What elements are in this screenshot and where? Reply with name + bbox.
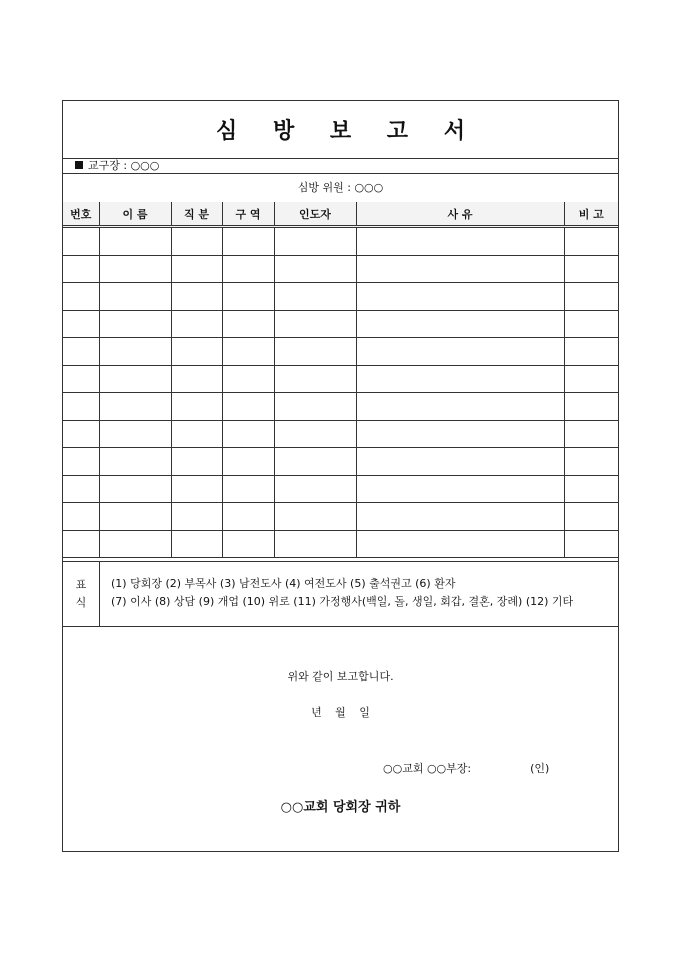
table-cell[interactable] xyxy=(356,227,564,256)
table-cell[interactable] xyxy=(222,338,274,366)
table-cell[interactable] xyxy=(63,365,99,393)
legend-line-1: (1) 당회장 (2) 부목사 (3) 남전도사 (4) 여전도사 (5) 출석권고 (6) 환자 xyxy=(111,577,456,590)
table-cell[interactable] xyxy=(222,530,274,558)
table-cell[interactable] xyxy=(222,227,274,256)
table-cell[interactable] xyxy=(356,338,564,366)
table-cell[interactable] xyxy=(222,475,274,503)
visitor-label: 심방 위원 : ○○○ xyxy=(297,181,384,194)
header-reason: 사 유 xyxy=(356,202,564,227)
table-row xyxy=(63,448,618,476)
report-text: 위와 같이 보고합니다. xyxy=(287,670,394,683)
table-cell[interactable] xyxy=(171,227,222,256)
table-cell[interactable] xyxy=(63,393,99,421)
table-cell[interactable] xyxy=(274,310,356,338)
legend-label-top: 표 xyxy=(75,577,87,591)
table-cell[interactable] xyxy=(63,448,99,476)
table-cell[interactable] xyxy=(63,475,99,503)
church-dept-label: ○○교회 ○○부장: xyxy=(383,762,472,775)
table-cell[interactable] xyxy=(274,283,356,311)
table-cell[interactable] xyxy=(63,503,99,531)
table-cell[interactable] xyxy=(99,530,171,558)
table-header-row xyxy=(63,202,618,227)
table-cell[interactable] xyxy=(222,310,274,338)
table-cell[interactable] xyxy=(356,283,564,311)
legend-label xyxy=(63,561,100,626)
table-cell[interactable] xyxy=(171,503,222,531)
table-cell[interactable] xyxy=(356,365,564,393)
table-cell[interactable] xyxy=(356,393,564,421)
table-cell[interactable] xyxy=(99,255,171,283)
table-cell[interactable] xyxy=(171,255,222,283)
table-cell[interactable] xyxy=(99,338,171,366)
table-cell[interactable] xyxy=(99,503,171,531)
table-cell[interactable] xyxy=(222,503,274,531)
table-cell[interactable] xyxy=(171,420,222,448)
table-cell[interactable] xyxy=(274,475,356,503)
table-cell[interactable] xyxy=(171,283,222,311)
table-cell[interactable] xyxy=(274,420,356,448)
table-row xyxy=(63,420,618,448)
table-cell[interactable] xyxy=(99,448,171,476)
table-cell[interactable] xyxy=(171,475,222,503)
leader-line xyxy=(63,158,618,173)
legend-line-2: (7) 이사 (8) 상담 (9) 개업 (10) 위로 (11) 가정행사(백일, 돌, 생일, 회갑, 결혼, 장례) (12) 기타 xyxy=(111,595,574,608)
table-cell[interactable] xyxy=(564,227,618,256)
table-cell[interactable] xyxy=(63,283,99,311)
table-cell[interactable] xyxy=(274,393,356,421)
table-cell[interactable] xyxy=(63,530,99,558)
table-row xyxy=(63,503,618,531)
table-cell[interactable] xyxy=(99,283,171,311)
table-cell[interactable] xyxy=(564,283,618,311)
table-cell[interactable] xyxy=(356,448,564,476)
table-cell[interactable] xyxy=(274,448,356,476)
table-cell[interactable] xyxy=(171,310,222,338)
table-row xyxy=(63,255,618,283)
table-cell[interactable] xyxy=(171,448,222,476)
legend-section xyxy=(63,561,618,626)
table-cell[interactable] xyxy=(274,255,356,283)
table-cell[interactable] xyxy=(274,365,356,393)
header-number: 번호 xyxy=(63,202,99,227)
table-cell[interactable] xyxy=(356,503,564,531)
table-cell[interactable] xyxy=(222,255,274,283)
table-cell[interactable] xyxy=(63,420,99,448)
visit-table xyxy=(63,202,618,558)
table-cell[interactable] xyxy=(63,310,99,338)
legend-text xyxy=(111,575,573,611)
table-cell[interactable] xyxy=(171,530,222,558)
table-row xyxy=(63,475,618,503)
table-cell[interactable] xyxy=(99,475,171,503)
header-leader: 인도자 xyxy=(274,202,356,227)
table-cell[interactable] xyxy=(274,227,356,256)
table-cell[interactable] xyxy=(564,420,618,448)
table-cell[interactable] xyxy=(171,393,222,421)
table-cell[interactable] xyxy=(171,338,222,366)
addressee: ○○교회 당회장 귀하 xyxy=(280,800,401,815)
footer-section xyxy=(63,626,618,851)
table-cell[interactable] xyxy=(356,420,564,448)
table-cell[interactable] xyxy=(274,338,356,366)
table-cell[interactable] xyxy=(171,365,222,393)
table-cell[interactable] xyxy=(356,530,564,558)
table-cell[interactable] xyxy=(564,475,618,503)
header-district: 구 역 xyxy=(222,202,274,227)
table-row xyxy=(63,365,618,393)
date-line: 년 월 일 xyxy=(311,706,370,719)
table-cell[interactable] xyxy=(564,338,618,366)
legend-label-bottom: 식 xyxy=(75,595,87,609)
table-cell[interactable] xyxy=(222,448,274,476)
table-row xyxy=(63,310,618,338)
table-cell[interactable] xyxy=(99,393,171,421)
table-cell[interactable] xyxy=(564,393,618,421)
visit-report-form xyxy=(62,100,619,852)
table-row xyxy=(63,338,618,366)
table-cell[interactable] xyxy=(222,365,274,393)
table-row xyxy=(63,530,618,558)
square-bullet-icon xyxy=(75,161,83,169)
table-cell[interactable] xyxy=(274,503,356,531)
table-cell[interactable] xyxy=(564,365,618,393)
table-cell[interactable] xyxy=(564,530,618,558)
table-cell[interactable] xyxy=(99,365,171,393)
table-cell[interactable] xyxy=(564,255,618,283)
table-cell[interactable] xyxy=(356,255,564,283)
header-name: 이 름 xyxy=(99,202,171,227)
table-cell[interactable] xyxy=(63,338,99,366)
table-cell[interactable] xyxy=(222,393,274,421)
signature-line xyxy=(383,760,549,776)
table-cell[interactable] xyxy=(222,283,274,311)
table-cell[interactable] xyxy=(99,310,171,338)
table-cell[interactable] xyxy=(99,420,171,448)
table-row xyxy=(63,227,618,256)
table-cell[interactable] xyxy=(99,227,171,256)
table-cell[interactable] xyxy=(274,530,356,558)
header-remarks: 비 고 xyxy=(564,202,618,227)
table-row xyxy=(63,393,618,421)
seal-label: (인) xyxy=(530,762,550,775)
table-cell[interactable] xyxy=(356,475,564,503)
table-cell[interactable] xyxy=(63,255,99,283)
table-cell[interactable] xyxy=(564,310,618,338)
header-position: 직 분 xyxy=(171,202,222,227)
form-title: 심 방 보 고 서 xyxy=(216,119,479,144)
leader-label: 교구장 : ○○○ xyxy=(88,159,160,172)
table-row xyxy=(63,283,618,311)
table-cell[interactable] xyxy=(63,227,99,256)
table-cell[interactable] xyxy=(564,448,618,476)
table-cell[interactable] xyxy=(222,420,274,448)
table-cell[interactable] xyxy=(564,503,618,531)
table-cell[interactable] xyxy=(356,310,564,338)
